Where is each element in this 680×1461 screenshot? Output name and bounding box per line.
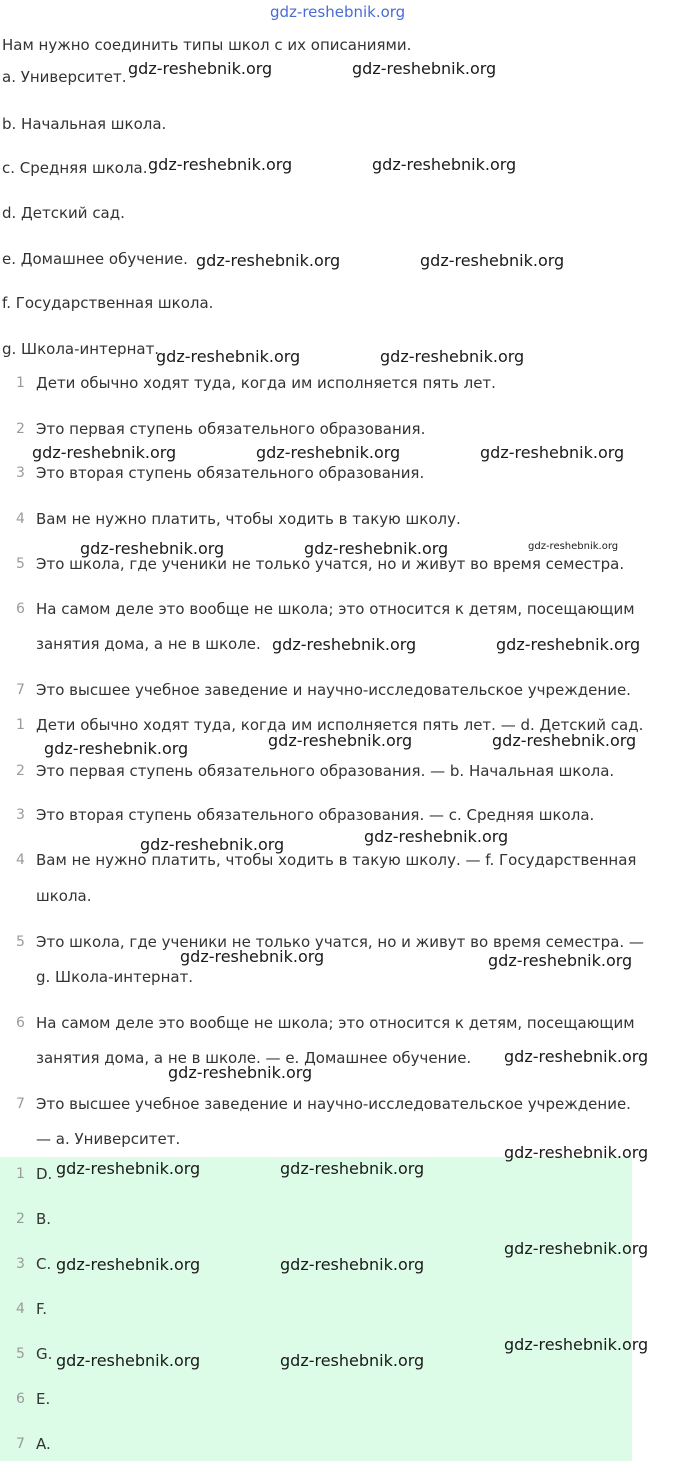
watermark: gdz-reshebnik.org <box>128 59 273 78</box>
statement-text: Это первая ступень обязательного образования. <box>36 420 426 438</box>
watermark: gdz-reshebnik.org <box>304 539 449 558</box>
statement-text: Это школа, где ученики не только учатся, но и живут во время семестра. <box>36 555 625 573</box>
statement-text: Вам не нужно платить, чтобы ходить в такую школу. <box>36 510 461 528</box>
answer-letter: B. <box>36 1210 52 1228</box>
answer-number: 2 <box>16 1211 25 1227</box>
watermark: gdz-reshebnik.org <box>196 251 341 270</box>
answer-number: 6 <box>16 1391 25 1407</box>
statement-text: Дети обычно ходят туда, когда им исполняется пять лет. <box>36 374 496 392</box>
watermark: gdz-reshebnik.org <box>492 731 637 750</box>
statement-number: 2 <box>16 421 25 437</box>
match-number: 6 <box>16 1015 25 1031</box>
watermark: gdz-reshebnik.org <box>272 635 417 654</box>
watermark: gdz-reshebnik.org <box>56 1159 201 1178</box>
answer-highlight-panel <box>0 1157 632 1461</box>
match-text: Дети обычно ходят туда, когда им исполняется пять лет. — d. Детский сад. <box>36 716 644 734</box>
match-number: 7 <box>16 1096 25 1112</box>
answer-number: 5 <box>16 1346 25 1362</box>
option-c: c. Средняя школа. <box>2 159 148 177</box>
answer-number: 3 <box>16 1256 25 1272</box>
watermark: gdz-reshebnik.org <box>280 1159 425 1178</box>
match-text: школа. <box>36 887 92 905</box>
watermark: gdz-reshebnik.org <box>80 539 225 558</box>
statement-text: Это высшее учебное заведение и научно-исследовательское учреждение. <box>36 681 631 699</box>
watermark: gdz-reshebnik.org <box>488 951 633 970</box>
watermark: gdz-reshebnik.org <box>504 1239 649 1258</box>
answer-number: 4 <box>16 1301 25 1317</box>
answer-letter: E. <box>36 1390 51 1408</box>
option-d: d. Детский сад. <box>2 204 125 222</box>
watermark: gdz-reshebnik.org <box>148 155 293 174</box>
match-text: Это школа, где ученики не только учатся, но и живут во время семестра. — <box>36 933 644 951</box>
match-text: На самом деле это вообще не школа; это относится к детям, посещающим <box>36 1014 635 1032</box>
match-number: 1 <box>16 717 25 733</box>
option-e: e. Домашнее обучение. <box>2 250 188 268</box>
watermark: gdz-reshebnik.org <box>504 1143 649 1162</box>
answer-letter: G. <box>36 1345 53 1363</box>
site-link[interactable]: gdz-reshebnik.org <box>270 3 406 21</box>
watermark: gdz-reshebnik.org <box>156 347 301 366</box>
statement-number: 6 <box>16 601 25 617</box>
statement-number: 3 <box>16 465 25 481</box>
statement-number: 7 <box>16 682 25 698</box>
watermark: gdz-reshebnik.org <box>496 635 641 654</box>
watermark: gdz-reshebnik.org <box>504 1047 649 1066</box>
watermark: gdz-reshebnik.org <box>140 835 285 854</box>
watermark: gdz-reshebnik.org <box>364 827 509 846</box>
answer-letter: F. <box>36 1300 47 1318</box>
match-number: 2 <box>16 763 25 779</box>
option-f: f. Государственная школа. <box>2 294 214 312</box>
option-a: a. Университет. <box>2 68 127 86</box>
watermark: gdz-reshebnik.org <box>380 347 525 366</box>
watermark: gdz-reshebnik.org <box>180 947 325 966</box>
match-text: Это высшее учебное заведение и научно-исследовательское учреждение. <box>36 1095 631 1113</box>
answer-letter: A. <box>36 1435 51 1453</box>
watermark: gdz-reshebnik.org <box>280 1255 425 1274</box>
option-b: b. Начальная школа. <box>2 115 167 133</box>
match-number: 3 <box>16 807 25 823</box>
watermark: gdz-reshebnik.org <box>504 1335 649 1354</box>
watermark: gdz-reshebnik.org <box>256 443 401 462</box>
watermark: gdz-reshebnik.org <box>420 251 565 270</box>
answer-number: 7 <box>16 1436 25 1452</box>
watermark: gdz-reshebnik.org <box>168 1063 313 1082</box>
answer-letter: C. <box>36 1255 52 1273</box>
statement-text: занятия дома, а не в школе. <box>36 635 261 653</box>
watermark: gdz-reshebnik.org <box>372 155 517 174</box>
watermark: gdz-reshebnik.org <box>528 541 619 552</box>
watermark: gdz-reshebnik.org <box>44 739 189 758</box>
task-intro: Нам нужно соединить типы школ с их описаниями. <box>2 36 412 54</box>
match-text: Вам не нужно платить, чтобы ходить в такую школу. — f. Государственная <box>36 851 637 869</box>
match-number: 4 <box>16 852 25 868</box>
watermark: gdz-reshebnik.org <box>352 59 497 78</box>
match-text: занятия дома, а не в школе. — e. Домашнее обучение. <box>36 1049 472 1067</box>
option-g: g. Школа-интернат. <box>2 340 160 358</box>
answer-letter: D. <box>36 1165 53 1183</box>
statement-number: 5 <box>16 556 25 572</box>
watermark: gdz-reshebnik.org <box>56 1351 201 1370</box>
match-text: — a. Университет. <box>36 1130 181 1148</box>
watermark: gdz-reshebnik.org <box>56 1255 201 1274</box>
watermark: gdz-reshebnik.org <box>32 443 177 462</box>
statement-text: На самом деле это вообще не школа; это относится к детям, посещающим <box>36 600 635 618</box>
watermark: gdz-reshebnik.org <box>280 1351 425 1370</box>
answer-number: 1 <box>16 1166 25 1182</box>
match-text: Это вторая ступень обязательного образования. — c. Средняя школа. <box>36 806 595 824</box>
match-number: 5 <box>16 934 25 950</box>
match-text: Это первая ступень обязательного образования. — b. Начальная школа. <box>36 762 615 780</box>
watermark: gdz-reshebnik.org <box>268 731 413 750</box>
watermark: gdz-reshebnik.org <box>480 443 625 462</box>
statement-number: 1 <box>16 375 25 391</box>
match-text: g. Школа-интернат. <box>36 968 194 986</box>
statement-number: 4 <box>16 511 25 527</box>
statement-text: Это вторая ступень обязательного образования. <box>36 464 425 482</box>
